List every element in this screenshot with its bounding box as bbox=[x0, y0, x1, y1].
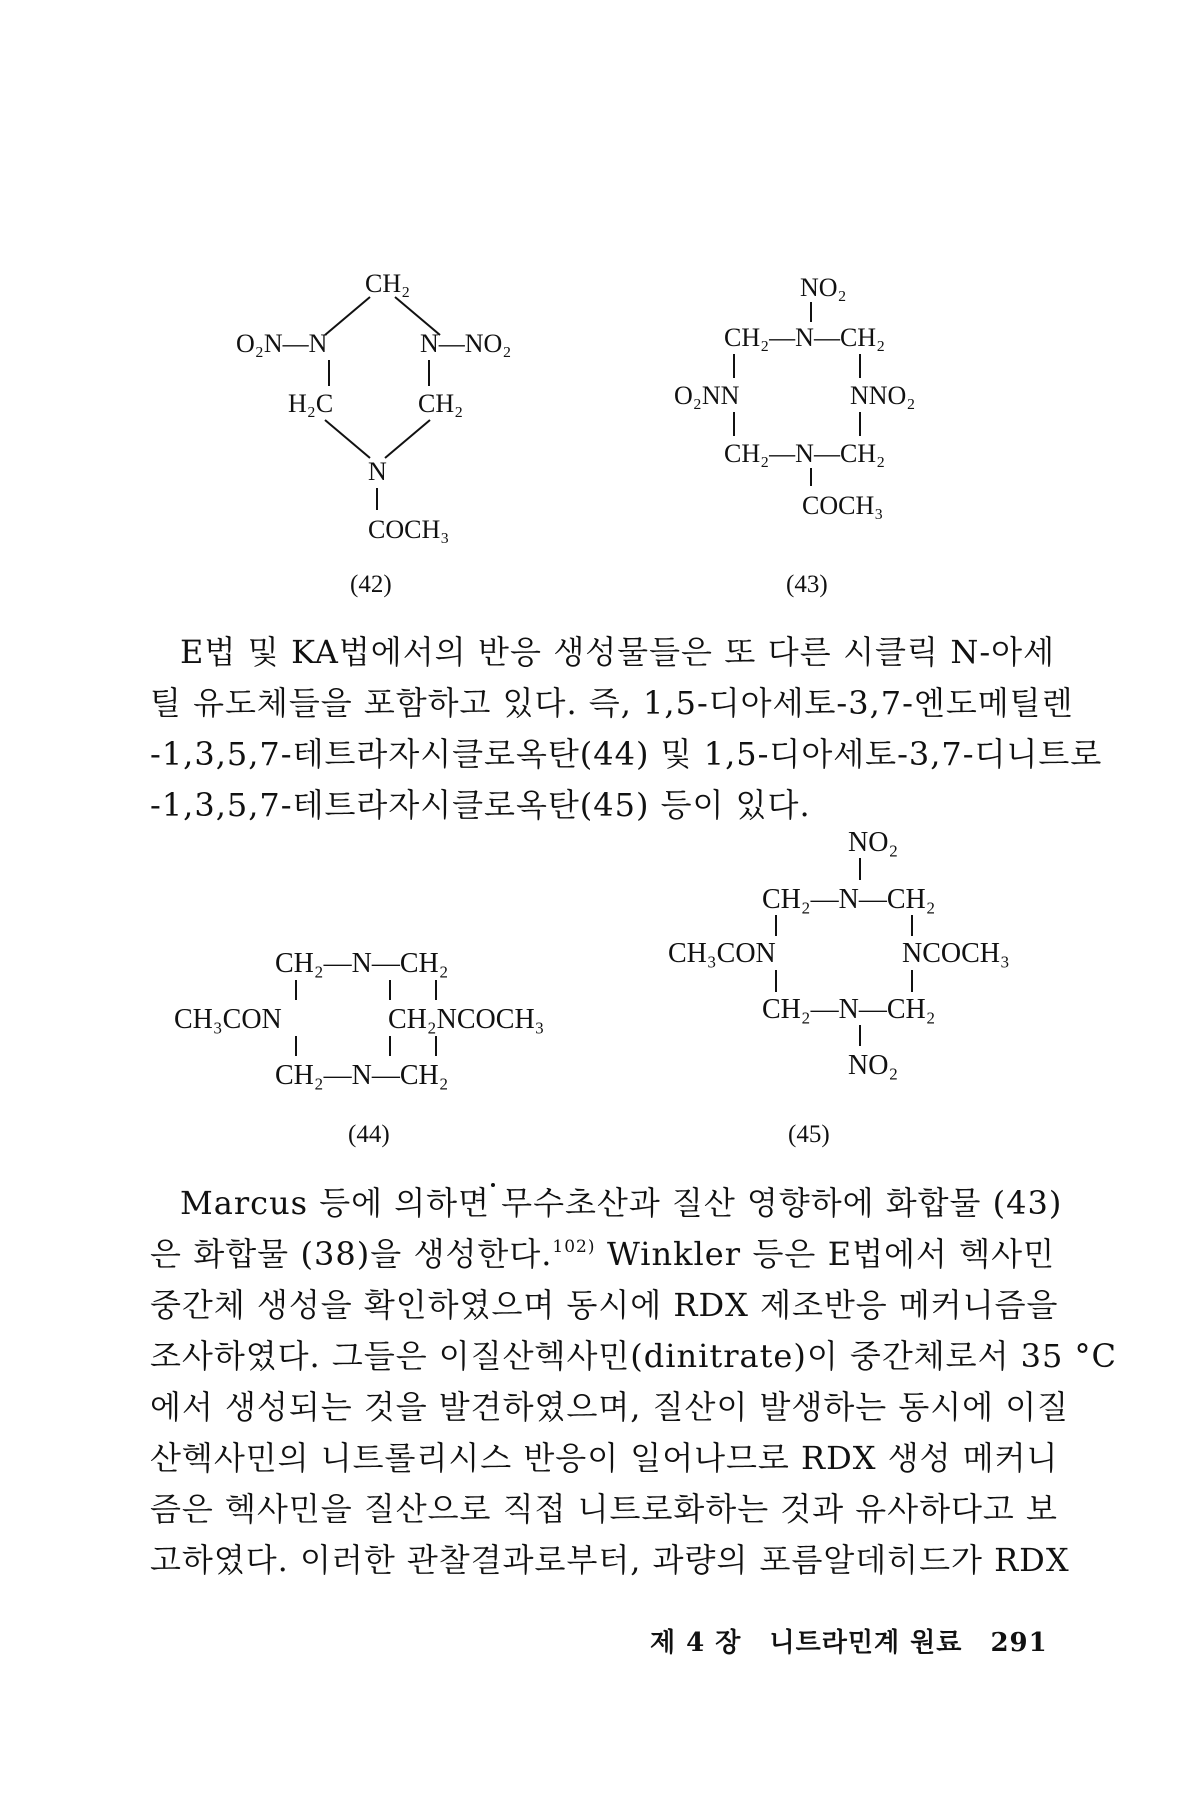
page-footer bbox=[650, 1622, 1066, 1659]
s42-h2c: H₂C bbox=[288, 389, 334, 418]
footer-chapter: 제 4 장 bbox=[650, 1628, 742, 1658]
s45-ncoch3: NCOCH₃ bbox=[902, 938, 1010, 969]
paragraph-1 bbox=[150, 627, 1103, 831]
s42-bond-top-left bbox=[325, 297, 370, 335]
s44-ch3con: CH₃CON bbox=[174, 1004, 282, 1035]
s42-n-bottom: N bbox=[368, 457, 387, 486]
structure-43 bbox=[674, 273, 915, 598]
s42-coch3: COCH₃ bbox=[368, 515, 450, 544]
s45-no2-bottom: NO₂ bbox=[848, 1050, 899, 1081]
paragraph-2-line: Marcus 등에 의하면 무수초산과 질산 영향하에 화합물 (43) bbox=[180, 1184, 1063, 1222]
s42-ch2-right: CH₂ bbox=[418, 389, 464, 418]
paragraph-2-line-with-citation bbox=[150, 1229, 1055, 1280]
s45-row3: CH₂—N—CH₂ bbox=[762, 994, 936, 1025]
s42-ch2-top: CH₂ bbox=[365, 269, 411, 298]
citation-102: 102) bbox=[552, 1237, 596, 1257]
s45-row1: CH₂—N—CH₂ bbox=[762, 884, 936, 915]
s43-coch3: COCH₃ bbox=[802, 491, 884, 520]
s44-row3: CH₂—N—CH₂ bbox=[275, 1060, 449, 1091]
paragraph-2-line: 고하였다. 이러한 관찰결과로부터, 과량의 포름알데히드가 RDX bbox=[150, 1541, 1070, 1579]
s44-row1: CH₂—N—CH₂ bbox=[275, 948, 449, 979]
s43-o2nn: O₂NN bbox=[674, 381, 740, 410]
s42-bond-bottom-left bbox=[325, 420, 370, 458]
page-number: 291 bbox=[990, 1628, 1048, 1658]
s43-row1: CH₂—N—CH₂ bbox=[724, 323, 886, 352]
s42-label: (42) bbox=[350, 571, 392, 598]
paragraph-2-line2-pre: 은 화합물 (38)을 생성한다. bbox=[150, 1235, 553, 1273]
s45-no2-top: NO₂ bbox=[848, 827, 899, 858]
s42-o2n-n: O₂N—N bbox=[236, 329, 328, 358]
structure-45 bbox=[668, 827, 1010, 1148]
structure-44 bbox=[174, 948, 544, 1148]
s44-ch2ncoch3: CH₂NCOCH₃ bbox=[388, 1004, 545, 1035]
paragraph-2-line: 산헥사민의 니트롤리시스 반응이 일어나므로 RDX 생성 메커니 bbox=[150, 1439, 1059, 1477]
paragraph-2 bbox=[150, 1178, 1118, 1586]
structure-42 bbox=[236, 269, 511, 598]
paragraph-2-line2-post: Winkler 등은 E법에서 헥사민 bbox=[595, 1235, 1055, 1273]
s45-label: (45) bbox=[788, 1121, 830, 1148]
s42-n-no2: N—NO₂ bbox=[420, 329, 512, 358]
paragraph-2-line: 즘은 헥사민을 질산으로 직접 니트로화하는 것과 유사하다고 보 bbox=[150, 1490, 1058, 1528]
paragraph-1-line: E법 및 KA법에서의 반응 생성물들은 또 다른 시클릭 N-아세 bbox=[180, 633, 1055, 671]
paragraph-2-line: 조사하였다. 그들은 이질산헥사민(dinitrate)이 중간체로서 35 °C bbox=[150, 1337, 1118, 1375]
s43-label: (43) bbox=[786, 571, 828, 598]
s43-nno2: NNO₂ bbox=[850, 381, 916, 410]
paragraph-1-line: 틸 유도체들을 포함하고 있다. 즉, 1,5-디아세토-3,7-엔도메틸렌 bbox=[150, 684, 1074, 722]
s42-bond-bottom-right bbox=[385, 420, 430, 458]
paragraph-1-line: -1,3,5,7-테트라자시클로옥탄(45) 등이 있다. bbox=[150, 786, 811, 824]
paragraph-2-line: 에서 생성되는 것을 발견하였으며, 질산이 발생하는 동시에 이질 bbox=[150, 1388, 1070, 1426]
paragraph-1-line: -1,3,5,7-테트라자시클로옥탄(44) 및 1,5-디아세토-3,7-디니트로 bbox=[150, 735, 1103, 773]
s43-no2-top: NO₂ bbox=[800, 273, 847, 302]
s43-row3: CH₂—N—CH₂ bbox=[724, 439, 886, 468]
s45-ch3con: CH₃CON bbox=[668, 938, 776, 969]
s44-label: (44) bbox=[348, 1121, 390, 1148]
paragraph-2-line: 중간체 생성을 확인하였으며 동시에 RDX 제조반응 메커니즘을 bbox=[150, 1286, 1059, 1324]
footer-title: 니트라민계 원료 bbox=[769, 1628, 963, 1658]
